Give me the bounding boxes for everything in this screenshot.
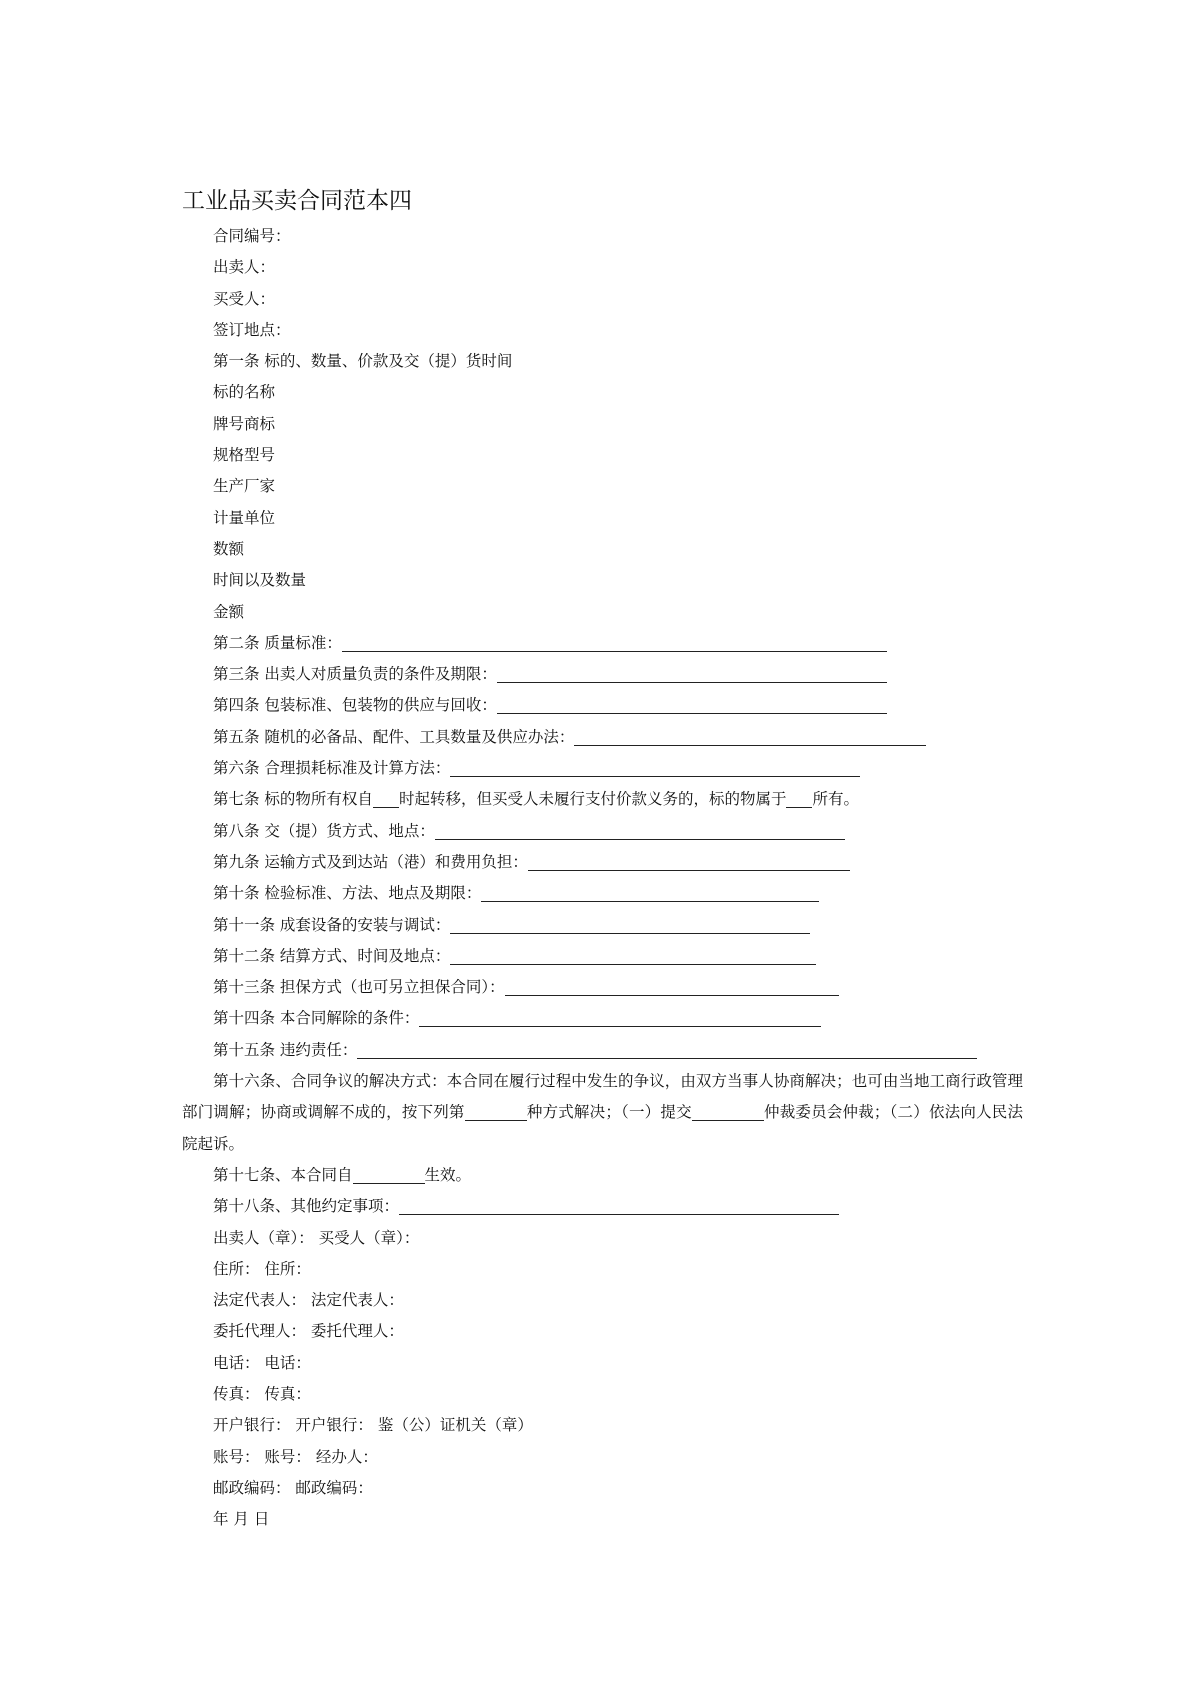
article-14 <box>213 1003 1023 1034</box>
article-7-part2: 时起转移，但买受人未履行支付价款义务的，标的物属于 <box>398 790 787 809</box>
signature-line: 传真： 传真： <box>213 1384 311 1403</box>
article-16-part1: 第十六条、合同争议的解决方式：本合同在履行过程中发生的争议，由双方当事人协商解决；也可由当地工商行政管理部门调解；协商或调解不成的，按下列第 <box>182 1072 1023 1122</box>
article-5 <box>213 722 1023 753</box>
article-12-label: 第十二条 结算方式、时间及地点： <box>213 946 451 965</box>
article-17-blank[interactable] <box>353 1165 425 1184</box>
article-16-blank-arbitration[interactable] <box>692 1102 764 1121</box>
article-18-label: 第十八条、其他约定事项： <box>213 1197 400 1216</box>
article-4-blank[interactable] <box>497 695 887 714</box>
signature-line: 法定代表人： 法定代表人： <box>213 1291 404 1310</box>
article-17 <box>213 1160 1023 1191</box>
article-1-item: 标的名称 <box>213 383 276 402</box>
article-17-part1: 第十七条、本合同自 <box>213 1165 353 1184</box>
article-3-label: 第三条 出卖人对质量负责的条件及期限： <box>213 665 497 684</box>
seller-line: 出卖人： <box>213 258 276 277</box>
article-1-item: 规格型号 <box>213 446 276 465</box>
article-16 <box>182 1066 1023 1160</box>
article-13 <box>213 972 1023 1003</box>
article-14-blank[interactable] <box>419 1008 821 1027</box>
article-16-part3: 仲裁委员会仲裁；（二）依法向人民法院起诉。 <box>182 1103 1023 1153</box>
article-5-label: 第五条 随机的必备品、配件、工具数量及供应办法： <box>213 727 575 746</box>
article-7-part3: 所有。 <box>812 790 859 809</box>
article-7-part1: 第七条 标的物所有权自 <box>213 790 373 809</box>
article-15-blank[interactable] <box>357 1040 977 1059</box>
article-4 <box>213 690 1023 721</box>
article-13-blank[interactable] <box>505 977 839 996</box>
article-10 <box>213 878 1023 909</box>
article-1-item: 牌号商标 <box>213 414 276 433</box>
article-12-blank[interactable] <box>450 946 816 965</box>
article-17-part2: 生效。 <box>424 1165 472 1184</box>
article-6-label: 第六条 合理损耗标准及计算方法： <box>213 759 451 778</box>
article-12 <box>213 941 1023 972</box>
article-1-item: 生产厂家 <box>213 477 276 496</box>
article-4-label: 第四条 包装标准、包装物的供应与回收： <box>213 696 497 715</box>
article-1-item: 数额 <box>213 539 245 558</box>
signature-date-line: 年 月 日 <box>213 1510 270 1529</box>
article-7-blank-time[interactable] <box>373 789 399 808</box>
article-2 <box>213 628 1023 659</box>
article-3-blank[interactable] <box>497 664 887 683</box>
signature-line: 电话： 电话： <box>213 1353 311 1372</box>
document-title: 工业品买卖合同范本四 <box>182 188 412 214</box>
article-7-blank-owner[interactable] <box>786 789 812 808</box>
article-16-part2: 种方式解决；（一）提交 <box>526 1103 692 1122</box>
article-3 <box>213 659 1023 690</box>
article-1-item: 金额 <box>213 602 245 621</box>
article-10-blank[interactable] <box>481 883 819 902</box>
signature-line: 开户银行： 开户银行： 鉴（公）证机关（章） <box>213 1416 533 1435</box>
article-15-label: 第十五条 违约责任： <box>213 1040 358 1059</box>
article-8 <box>213 816 1023 847</box>
contract-number-line: 合同编号： <box>213 227 291 245</box>
article-16-blank-option[interactable] <box>465 1102 527 1121</box>
article-5-blank[interactable] <box>574 727 926 746</box>
buyer-line: 买受人： <box>213 289 276 308</box>
sign-place-line: 签订地点： <box>213 320 291 339</box>
article-9-label: 第九条 运输方式及到达站（港）和费用负担： <box>213 852 528 871</box>
article-13-label: 第十三条 担保方式（也可另立担保合同）： <box>213 978 505 997</box>
article-14-label: 第十四条 本合同解除的条件： <box>213 1009 420 1028</box>
article-18 <box>213 1191 1023 1222</box>
article-11-label: 第十一条 成套设备的安装与调试： <box>213 915 451 934</box>
article-9 <box>213 847 1023 878</box>
signature-line: 账号： 账号： 经办人： <box>213 1447 378 1466</box>
contract-body <box>182 221 1023 1535</box>
signature-line: 邮政编码： 邮政编码： <box>213 1478 373 1497</box>
article-10-label: 第十条 检验标准、方法、地点及期限： <box>213 884 482 903</box>
article-7 <box>213 784 1023 815</box>
signature-line: 出卖人（章）： 买受人（章）： <box>213 1228 420 1247</box>
article-6 <box>213 753 1023 784</box>
signature-line: 住所： 住所： <box>213 1259 311 1278</box>
article-6-blank[interactable] <box>450 758 860 777</box>
article-11-blank[interactable] <box>450 915 810 934</box>
article-15 <box>213 1035 1023 1066</box>
article-8-blank[interactable] <box>435 821 845 840</box>
signature-line: 委托代理人： 委托代理人： <box>213 1322 404 1341</box>
article-1-item: 计量单位 <box>213 508 276 527</box>
article-9-blank[interactable] <box>528 852 850 871</box>
article-1-item: 时间以及数量 <box>213 571 307 590</box>
article-2-blank[interactable] <box>342 633 887 652</box>
article-8-label: 第八条 交（提）货方式、地点： <box>213 821 435 840</box>
article-2-label: 第二条 质量标准： <box>213 633 342 652</box>
article-18-blank[interactable] <box>399 1196 839 1215</box>
article-1-heading: 第一条 标的、数量、价款及交（提）货时间 <box>213 352 513 371</box>
article-11 <box>213 910 1023 941</box>
